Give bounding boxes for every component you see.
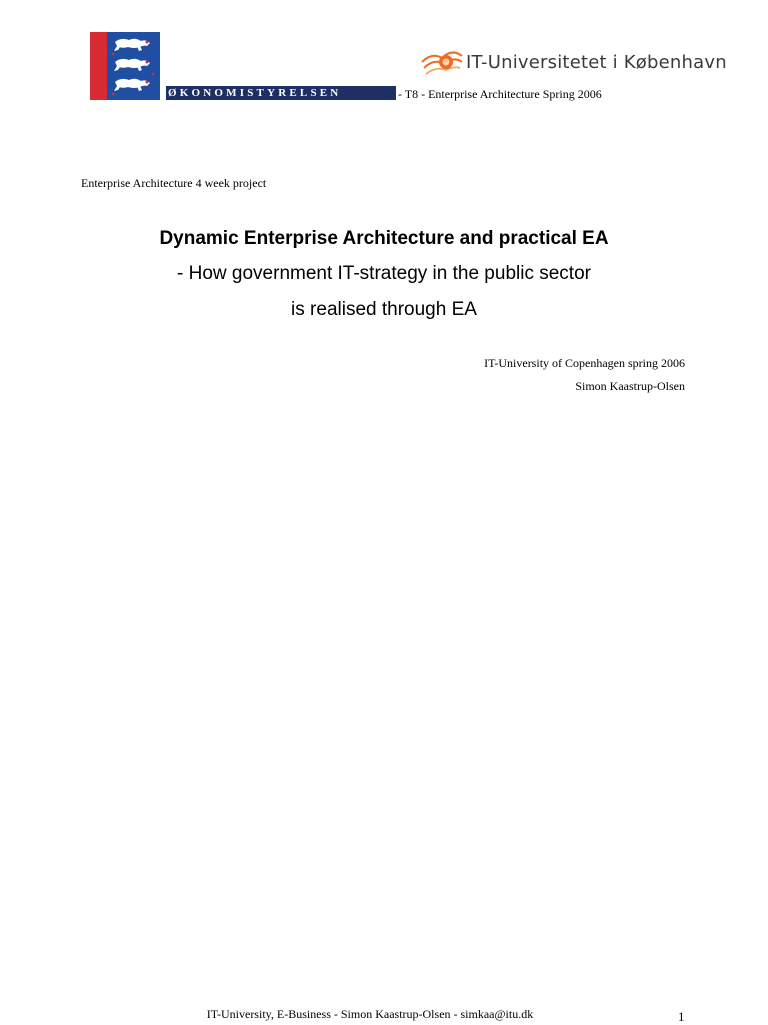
arms-blue-field bbox=[107, 32, 160, 100]
course-header: - T8 - Enterprise Architecture Spring 2006 bbox=[398, 87, 602, 101]
agency-name-band: ØKONOMISTYRELSEN bbox=[166, 86, 396, 100]
document-subtitle-line-1: - How government IT-strategy in the public sector bbox=[177, 263, 591, 284]
three-lions-icon bbox=[107, 32, 160, 100]
document-title: Dynamic Enterprise Architecture and practical EA bbox=[159, 228, 609, 249]
project-label: Enterprise Architecture 4 week project bbox=[81, 176, 267, 190]
page-number: 1 bbox=[678, 1009, 685, 1024]
danish-coat-of-arms-icon bbox=[90, 32, 160, 100]
document-subtitle-line-2: is realised through EA bbox=[291, 299, 477, 320]
university-logo-text: IT-Universitetet i København bbox=[466, 52, 727, 73]
page-footer: IT-University, E-Business - Simon Kaastrup-Olsen - simkaa@itu.dk bbox=[206, 1007, 534, 1021]
itu-spark-logo-icon bbox=[418, 44, 466, 80]
author-name: Simon Kaastrup-Olsen bbox=[575, 379, 685, 393]
arms-red-stripe bbox=[90, 32, 107, 100]
university-semester: IT-University of Copenhagen spring 2006 bbox=[484, 356, 685, 370]
